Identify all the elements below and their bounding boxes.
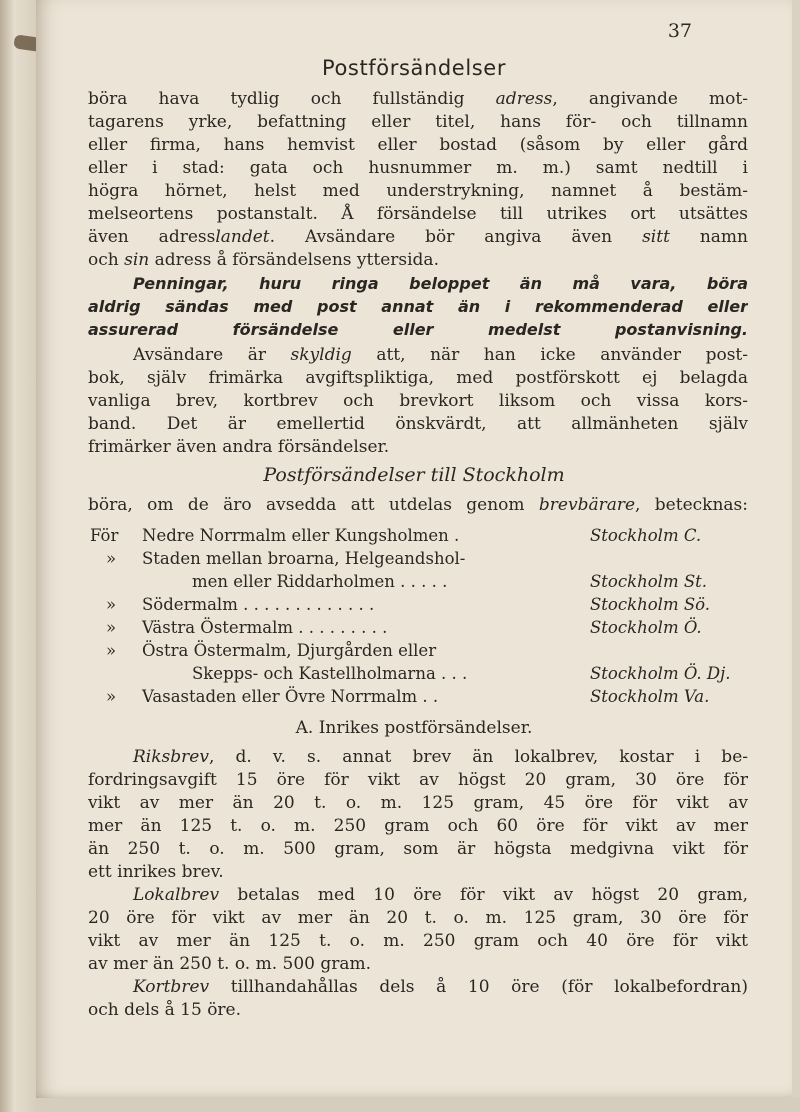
text-line: även adresslandet. Avsändare bör angiva även sitt namn <box>88 227 748 247</box>
district-marker: » <box>106 549 117 568</box>
page-edge-bottom <box>36 1098 800 1112</box>
district-address: Stockholm Va. <box>590 687 710 706</box>
text-line: tagarens yrke, befattning eller titel, hans för- och tillnamn <box>88 112 748 132</box>
district-name: Södermalm . . . . . . . . . . . . . <box>142 595 375 614</box>
district-row <box>106 662 731 685</box>
emphasis-text: skyldig <box>290 345 352 365</box>
rates-paragraph <box>88 746 748 1022</box>
district-row <box>106 616 726 639</box>
sender-paragraph <box>88 344 748 459</box>
district-name: Skepps- och Kastellholmarna . . . <box>192 664 468 683</box>
district-name: Staden mellan broarna, Helgeandshol- <box>142 549 466 568</box>
intro-paragraph <box>88 88 748 272</box>
text-line: vanliga brev, kortbrev och brevkort liksom och vissa kors- <box>88 391 748 411</box>
emphasis-text: Kortbrev <box>133 977 210 997</box>
text-line: frimärker även andra försändelser. <box>88 437 390 457</box>
district-address: Stockholm Sö. <box>590 595 711 614</box>
text-line: Riksbrev, d. v. s. annat brev än lokalbrev, kostar i be- <box>133 747 748 767</box>
district-marker: » <box>106 641 117 660</box>
text-line: eller firma, hans hemvist eller bostad (såsom by eller gård <box>88 135 748 155</box>
stockholm-heading: Postförsändelser till Stockholm <box>263 464 565 486</box>
text-line: 20 öre för vikt av mer än 20 t. o. m. 125 gram, 30 öre för <box>88 908 748 928</box>
book-page <box>36 0 792 1098</box>
district-row <box>106 593 726 616</box>
district-row <box>106 685 726 708</box>
district-name: Östra Östermalm, Djurgården eller <box>142 641 437 660</box>
text-line: och dels å 15 öre. <box>88 1000 242 1020</box>
emphasis-text: adress <box>495 89 553 109</box>
page-edge-right <box>792 0 800 1112</box>
text-line: aldrig sändas med post annat än i rekommenderad eller <box>88 297 748 316</box>
book-spine <box>0 0 37 1112</box>
district-name: Nedre Norrmalm eller Kungsholmen . <box>142 526 460 545</box>
district-row <box>106 570 726 593</box>
district-marker: För <box>90 526 119 545</box>
district-name: Vasastaden eller Övre Norrmalm . . <box>142 687 439 706</box>
text-line: och sin adress å försändelsens yttersida. <box>88 250 439 270</box>
district-name: Västra Östermalm . . . . . . . . . <box>142 618 388 637</box>
text-line: ett inrikes brev. <box>88 862 224 882</box>
text-line: eller i stad: gata och husnummer m. m.) samt nedtill i <box>88 158 748 178</box>
text-line: böra hava tydlig och fullständig adress, angivande mot- <box>88 89 748 109</box>
text-line: Kortbrev tillhandahållas dels å 10 öre (för lokalbefordran) <box>133 977 748 997</box>
emphasis-text: brevbärare <box>538 495 636 515</box>
district-address: Stockholm Ö. <box>590 618 702 637</box>
emphasis-text: landet <box>215 227 270 247</box>
page-number: 37 <box>667 20 692 42</box>
text-line: av mer än 250 t. o. m. 500 gram. <box>88 954 372 974</box>
text-line: Avsändare är skyldig att, när han icke använder post- <box>133 345 748 365</box>
text-line: Penningar, huru ringa beloppet än må vara, böra <box>133 274 748 293</box>
district-marker: » <box>106 595 117 614</box>
district-name: men eller Riddarholmen . . . . . <box>192 572 448 591</box>
text-line: mer än 125 t. o. m. 250 gram och 60 öre för vikt av mer <box>88 816 748 836</box>
district-list <box>90 524 731 708</box>
emphasis-text: Riksbrev <box>133 747 209 767</box>
text-line: bok, själv frimärka avgiftspliktiga, med postförskott ej belagda <box>88 368 748 388</box>
text-line: band. Det är emellertid önskvärdt, att allmänheten själv <box>88 414 748 434</box>
text-line: assurerad försändelse eller medelst postanvisning. <box>88 320 748 339</box>
text-line: fordringsavgift 15 öre för vikt av högst 20 gram, 30 öre för <box>88 770 748 790</box>
emphasis-text: sin <box>124 250 150 270</box>
district-row <box>106 547 726 570</box>
text-line: vikt av mer än 20 t. o. m. 125 gram, 45 öre för vikt av <box>88 793 748 813</box>
district-row <box>90 524 726 547</box>
text-line: melseortens postanstalt. Å försändelse till utrikes ort utsättes <box>88 204 748 224</box>
text-line: än 250 t. o. m. 500 gram, som är högsta medgivna vikt för <box>88 839 748 859</box>
text-line: Lokalbrev betalas med 10 öre för vikt av högst 20 gram, <box>133 885 748 905</box>
section-heading: A. Inrikes postförsändelser. <box>295 718 533 738</box>
text-line: böra, om de äro avsedda att utdelas genom brevbärare, betecknas: <box>88 495 748 515</box>
district-marker: » <box>106 687 117 706</box>
stockholm-intro <box>88 494 748 517</box>
district-row <box>106 639 726 662</box>
district-address: Stockholm St. <box>590 572 708 591</box>
emphasis-text: Lokalbrev <box>133 885 220 905</box>
warning-paragraph <box>88 272 748 341</box>
page-title: Postförsändelser <box>321 56 507 80</box>
text-line: högra hörnet, helst med understrykning, namnet å bestäm- <box>88 181 748 201</box>
district-address: Stockholm C. <box>590 526 702 545</box>
district-marker: » <box>106 618 117 637</box>
district-address: Stockholm Ö. Dj. <box>590 664 731 683</box>
emphasis-text: sitt <box>642 227 670 247</box>
text-line: vikt av mer än 125 t. o. m. 250 gram och 40 öre för vikt <box>88 931 748 951</box>
